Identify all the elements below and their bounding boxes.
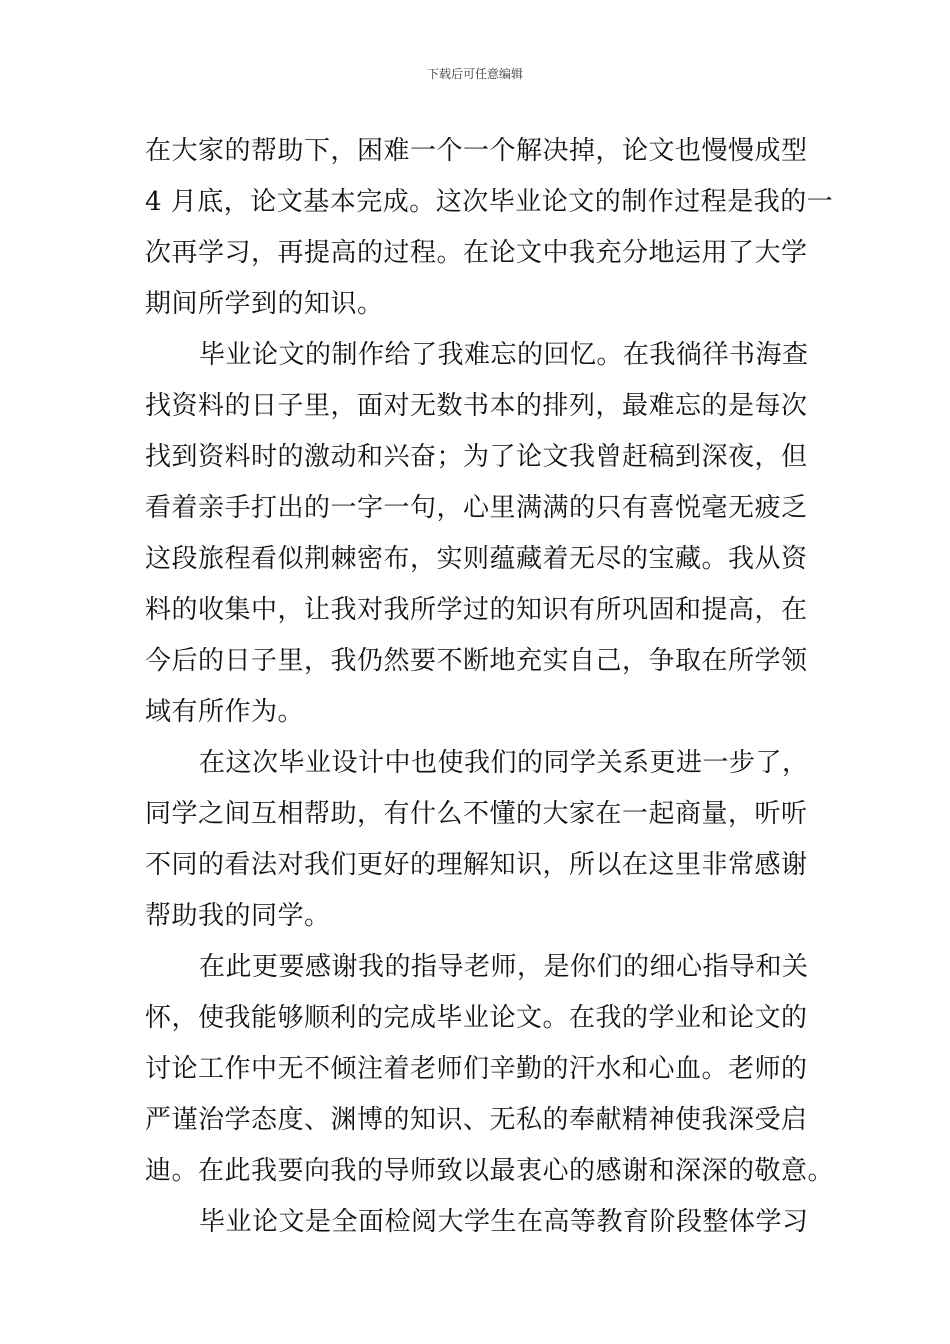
paragraph (145, 126, 834, 330)
text-line: 毕业论文的制作给了我难忘的回忆。在我徜徉书海查 (199, 340, 809, 370)
text-line: 今后的日子里，我仍然要不断地充实自己，争取在所学领 (145, 646, 808, 676)
text-line: 讨论工作中无不倾注着老师们辛勤的汗水和心血。老师的 (145, 1054, 808, 1084)
text-line: 这段旅程看似荆棘密布，实则蕴藏着无尽的宝藏。我从资 (145, 544, 808, 574)
paragraph (145, 738, 813, 942)
text-line: 找到资料时的激动和兴奋；为了论文我曾赶稿到深夜，但 (145, 442, 808, 472)
text-line: 在这次毕业设计中也使我们的同学关系更进一步了， (199, 748, 809, 778)
text-line: 次再学习，再提高的过程。在论文中我充分地运用了大学 (145, 238, 808, 268)
paragraph (145, 1197, 813, 1248)
text-line: 不同的看法对我们更好的理解知识，所以在这里非常感谢 (145, 850, 808, 880)
paragraph (145, 330, 813, 738)
text-line: 4 月底，论文基本完成。这次毕业论文的制作过程是我的一 (145, 187, 834, 217)
text-line: 毕业论文是全面检阅大学生在高等教育阶段整体学习 (199, 1207, 809, 1237)
text-line: 怀，使我能够顺利的完成毕业论文。在我的学业和论文的 (145, 1003, 808, 1033)
text-line: 看着亲手打出的一字一句，心里满满的只有喜悦毫无疲乏 (145, 493, 808, 523)
text-line: 帮助我的同学。 (145, 901, 331, 931)
text-line: 在此更要感谢我的指导老师，是你们的细心指导和关 (199, 952, 809, 982)
text-line: 迪。在此我要向我的导师致以最衷心的感谢和深深的敬意。 (145, 1156, 835, 1186)
text-line: 找资料的日子里，面对无数书本的排列，最难忘的是每次 (145, 391, 808, 421)
text-line: 严谨治学态度、渊博的知识、无私的奉献精神使我深受启 (145, 1105, 808, 1135)
text-line: 同学之间互相帮助，有什么不懂的大家在一起商量，听听 (145, 799, 808, 829)
text-line: 在大家的帮助下，困难一个一个解决掉，论文也慢慢成型 (145, 136, 808, 166)
paragraph (145, 942, 835, 1197)
text-line: 期间所学到的知识。 (145, 289, 384, 319)
document-body (145, 126, 835, 1248)
text-line: 域有所作为。 (145, 697, 305, 727)
text-line: 料的收集中，让我对我所学过的知识有所巩固和提高，在 (145, 595, 808, 625)
page-header: 下载后可任意编辑 (426, 67, 523, 81)
